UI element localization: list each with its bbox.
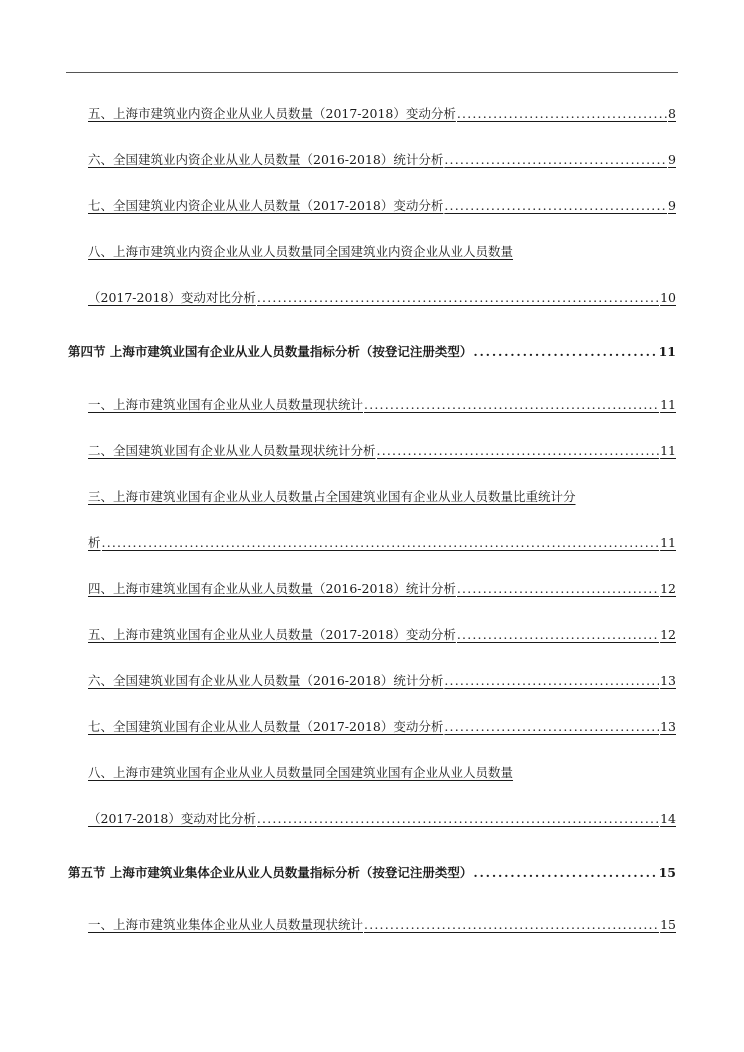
header-rule xyxy=(66,72,678,73)
toc-page-number: 11 xyxy=(660,443,676,458)
toc-page-number: 13 xyxy=(660,673,676,688)
toc-entry[interactable] xyxy=(88,913,676,933)
toc-entry[interactable] xyxy=(88,102,676,122)
toc-entry-continuation[interactable] xyxy=(88,807,676,827)
toc-entry[interactable] xyxy=(88,194,676,214)
dot-leader xyxy=(457,627,659,643)
toc-section-heading[interactable] xyxy=(68,861,676,881)
dot-leader xyxy=(457,106,667,122)
toc-entry-title: 四、上海市建筑业国有企业从业人员数量（2016-2018）统计分析 xyxy=(88,581,456,596)
dot-leader xyxy=(257,290,659,306)
toc-page-number: 8 xyxy=(668,106,676,121)
toc-entry-title: 六、全国建筑业内资企业从业人员数量（2016-2018）统计分析 xyxy=(88,152,444,167)
toc-entry-title: 一、上海市建筑业国有企业从业人员数量现状统计 xyxy=(88,397,364,412)
dot-leader xyxy=(364,397,659,413)
dot-leader xyxy=(444,152,667,168)
toc-entry-title: 五、上海市建筑业国有企业从业人员数量（2017-2018）变动分析 xyxy=(88,627,456,642)
toc-page-number: 15 xyxy=(658,865,676,880)
toc-page-number: 14 xyxy=(660,811,676,826)
toc-entry[interactable] xyxy=(88,439,676,459)
toc-entry[interactable] xyxy=(88,393,676,413)
toc-page-number: 12 xyxy=(660,581,676,596)
toc-page-number: 11 xyxy=(660,397,676,412)
toc-entry-title: 一、上海市建筑业集体企业从业人员数量现状统计 xyxy=(88,917,364,932)
toc-entry[interactable] xyxy=(88,240,676,260)
toc-entry[interactable] xyxy=(88,577,676,597)
dot-leader xyxy=(473,865,657,881)
toc-entry[interactable] xyxy=(88,669,676,689)
toc-entry-title: 五、上海市建筑业内资企业从业人员数量（2017-2018）变动分析 xyxy=(88,106,456,121)
dot-leader xyxy=(473,344,657,360)
toc-section-heading[interactable] xyxy=(68,340,676,360)
dot-leader xyxy=(444,673,659,689)
toc-entry-title: 七、全国建筑业内资企业从业人员数量（2017-2018）变动分析 xyxy=(88,198,444,213)
toc-section-title: 第五节 上海市建筑业集体企业从业人员数量指标分析（按登记注册类型） xyxy=(68,865,473,880)
toc-entry-title-cont: 析 xyxy=(88,535,101,550)
toc-page-number: 13 xyxy=(660,719,676,734)
toc-entry[interactable] xyxy=(88,148,676,168)
toc-entry-title: 二、全国建筑业国有企业从业人员数量现状统计分析 xyxy=(88,443,376,458)
toc-entry-title: 三、上海市建筑业国有企业从业人员数量占全国建筑业国有企业从业人员数量比重统计分 xyxy=(88,489,576,504)
dot-leader xyxy=(102,535,660,551)
toc-entry[interactable] xyxy=(88,715,676,735)
toc-entry-title-cont: （2017-2018）变动对比分析 xyxy=(88,811,256,826)
dot-leader xyxy=(444,719,659,735)
toc-page-number: 11 xyxy=(660,535,676,550)
toc-page-number: 10 xyxy=(660,290,676,305)
dot-leader xyxy=(364,917,659,933)
dot-leader xyxy=(457,581,659,597)
toc-entry-title: 六、全国建筑业国有企业从业人员数量（2016-2018）统计分析 xyxy=(88,673,444,688)
toc-entry-title: 八、上海市建筑业内资企业从业人员数量同全国建筑业内资企业从业人员数量 xyxy=(88,244,514,259)
toc-entry-continuation[interactable] xyxy=(88,531,676,551)
toc-entry-continuation[interactable] xyxy=(88,286,676,306)
toc-page-number: 12 xyxy=(660,627,676,642)
dot-leader xyxy=(257,811,659,827)
dot-leader xyxy=(377,443,660,459)
toc-entry[interactable] xyxy=(88,485,676,505)
dot-leader xyxy=(444,198,667,214)
toc-page-number: 9 xyxy=(668,198,676,213)
toc-entry[interactable] xyxy=(88,623,676,643)
toc-section-title: 第四节 上海市建筑业国有企业从业人员数量指标分析（按登记注册类型） xyxy=(68,344,473,359)
toc-page-number: 15 xyxy=(660,917,676,932)
toc-page-number: 9 xyxy=(668,152,676,167)
toc-entry[interactable] xyxy=(88,761,676,781)
toc-entry-title-cont: （2017-2018）变动对比分析 xyxy=(88,290,256,305)
toc-entry-title: 七、全国建筑业国有企业从业人员数量（2017-2018）变动分析 xyxy=(88,719,444,734)
toc-page-number: 11 xyxy=(658,344,676,359)
toc-entry-title: 八、上海市建筑业国有企业从业人员数量同全国建筑业国有企业从业人员数量 xyxy=(88,765,514,780)
